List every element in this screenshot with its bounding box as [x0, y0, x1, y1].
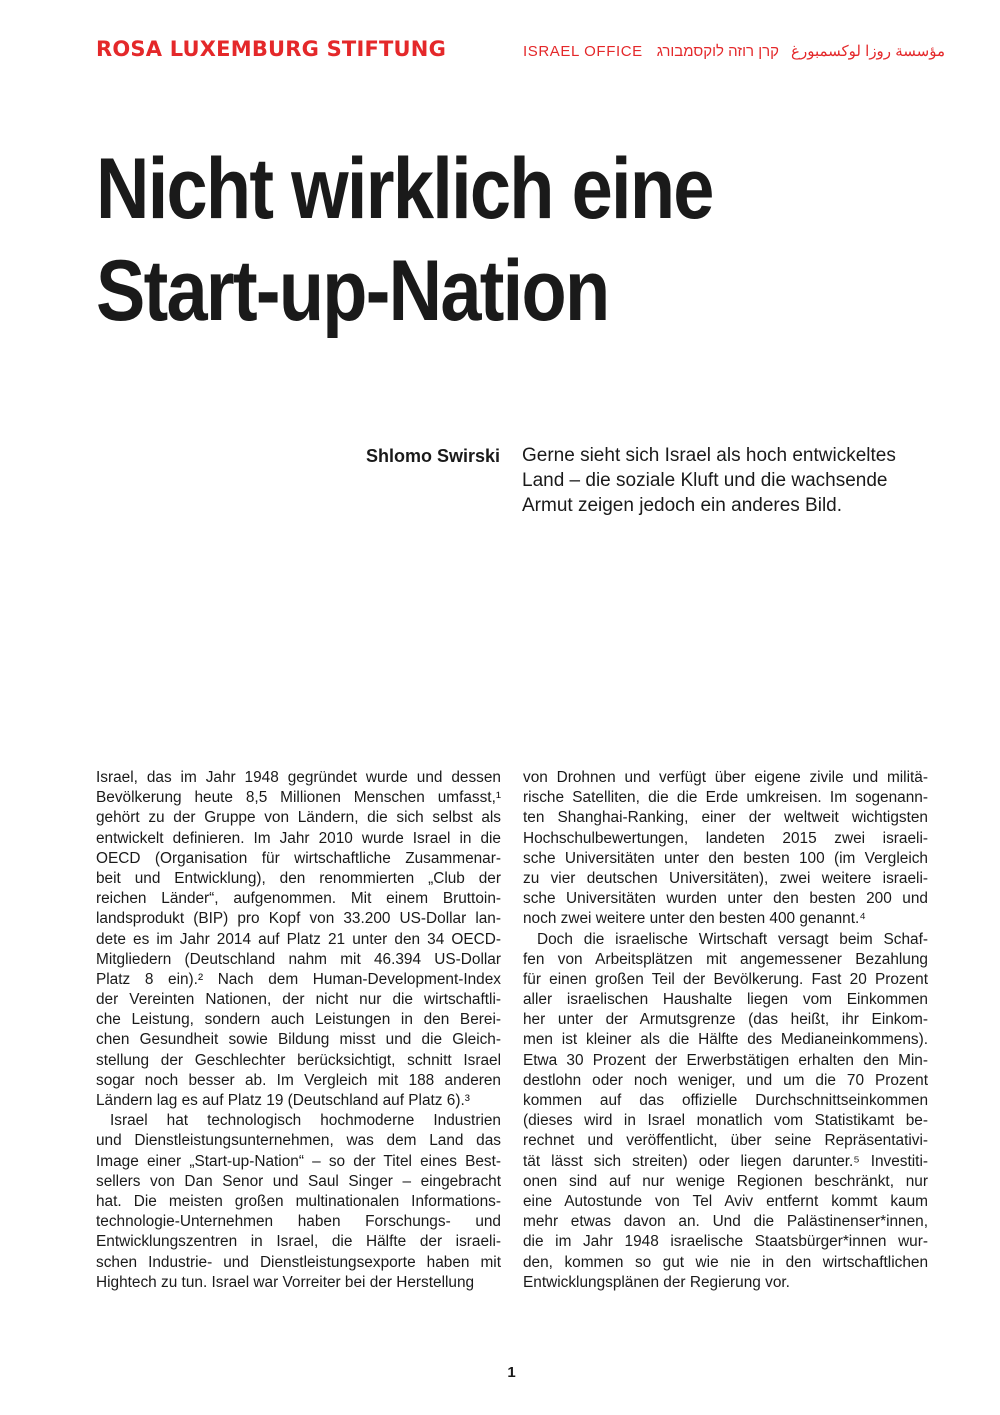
body-line: her unter der Armutsgrenze (das heißt, ihr Einkom- — [523, 1011, 928, 1029]
lead-paragraph — [522, 443, 922, 518]
article-title — [96, 138, 801, 342]
body-line: zu vier deutschen Universitäten), zwei weitere israeli- — [523, 869, 928, 887]
office-label-hebrew: קרן רוזה לוקסמבורג — [656, 43, 779, 60]
body-line: Ländern lag es auf Platz 19 (Deutschland auf Platz 6).³ — [96, 1092, 470, 1109]
title-line-1: Nicht wirklich eine — [96, 141, 713, 237]
body-line: sellers von Dan Senor und Saul Singer – eingebracht — [96, 1172, 501, 1190]
body-line: OECD (Organisation für wirtschaftliche Zusammenar- — [96, 849, 501, 867]
body-line: ten Shanghai-Ranking, einer der weltweit wichtigsten — [523, 809, 928, 827]
body-line: Entwicklungszentren in Israel, die Hälfte der israeli- — [96, 1233, 501, 1251]
body-line: fen von Arbeitsplätzen mit angemessener Bezahlung — [523, 950, 928, 968]
body-line: sogar noch besser ab. Im Vergleich mit 188 anderen — [96, 1071, 501, 1089]
lead-line-2: Land – die soziale Kluft und die wachsende — [522, 470, 888, 491]
body-line: mehr etwas davon an. Und die Palästinenser*innen, — [523, 1213, 928, 1231]
body-line: Hochschulbewertungen, landeten 2015 zwei israeli- — [523, 829, 928, 847]
body-line: eine Autostunde von Tel Aviv entfernt kommt kaum — [523, 1192, 928, 1210]
body-line: die im Jahr 1948 israelische Staatsbürger*innen wur- — [523, 1233, 928, 1251]
body-line: für einen großen Teil der Bevölkerung. Fast 20 Prozent — [523, 970, 928, 988]
body-line: Israel hat technologisch hochmoderne Industrien — [110, 1112, 501, 1130]
office-label-latin: ISRAEL OFFICE — [523, 43, 643, 60]
body-line: Bevölkerung heute 8,5 Millionen Menschen umfasst,¹ — [96, 789, 501, 807]
body-line: Mitgliedern (Deutschland nahm mit 46.394 US-Dollar — [96, 950, 501, 968]
body-line: Platz 8 ein).² Nach dem Human-Development-Index — [96, 970, 501, 988]
body-line: und Dienstleistungsunternehmen, was dem Land das — [96, 1132, 501, 1150]
body-line: den, kommen so gut wie nie in den wirtschaftlichen — [523, 1253, 928, 1271]
body-line: stellung der Geschlechter berücksichtigt, schnitt Israel — [96, 1051, 501, 1069]
body-line: sche Universitäten unter den besten 100 (im Vergleich — [523, 849, 928, 867]
body-line: rische Satelliten, die die Erde umkreisen. Im sogenann- — [523, 789, 928, 807]
body-line: Doch die israelische Wirtschaft versagt beim Schaf- — [537, 930, 928, 948]
body-line: technologie-Unternehmen haben Forschungs- und — [96, 1213, 501, 1231]
office-label-arabic: مؤسسة روزا لوكسمبورغ — [791, 43, 945, 60]
body-line: sche Universitäten wurden unter den besten 200 und — [523, 890, 928, 908]
body-line: rechnet und veröffentlicht, über seine Repräsentativi- — [523, 1132, 928, 1150]
body-line: reichen Länder“, aufgenommen. Mit einem Bruttoin- — [96, 890, 501, 908]
body-line: chen Gesundheit sowie Bildung misst und die Gleich- — [96, 1031, 501, 1049]
page-number: 1 — [507, 1364, 516, 1381]
body-line: von Drohnen und verfügt über eigene zivile und militä- — [523, 769, 928, 786]
body-line: che Leistung, sondern auch Leistungen in den Berei- — [96, 1011, 501, 1029]
office-label — [523, 42, 945, 60]
body-line: Hightech zu tun. Israel war Vorreiter bei der Herstellung — [96, 1273, 475, 1291]
body-line: entwickelt definieren. Im Jahr 2010 wurde Israel in die — [96, 829, 501, 847]
page-header — [96, 37, 945, 67]
body-column-right — [523, 768, 928, 1293]
body-line: noch zwei weitere unter den besten 400 genannt.⁴ — [523, 910, 866, 928]
body-column-left — [96, 768, 501, 1293]
brand-name: ROSA LUXEMBURG STIFTUNG — [96, 37, 447, 61]
body-line: Image einer „Start-up-Nation“ – so der Titel eines Best- — [96, 1152, 501, 1170]
body-line: der Vereinten Nationen, der nicht nur die wirtschaftli- — [96, 991, 501, 1009]
lead-line-1: Gerne sieht sich Israel als hoch entwickeltes — [522, 445, 896, 466]
body-line: destlohn oder noch weniger, und um die 70 Prozent — [523, 1071, 928, 1089]
title-line-2: Start-up-Nation — [96, 243, 609, 339]
body-line: landsprodukt (BIP) pro Kopf von 33.200 US-Dollar lan- — [96, 910, 501, 928]
body-line: gehört zu der Gruppe von Ländern, die sich selbst als — [96, 809, 501, 827]
body-line: men ist kleiner als die Hälfte des Medianeinkommens). — [523, 1031, 928, 1049]
author-name: Shlomo Swirski — [365, 446, 500, 466]
body-line: Israel, das im Jahr 1948 gegründet wurde und dessen — [96, 769, 501, 786]
body-line: hat. Die meisten großen multinationalen Informations- — [96, 1192, 501, 1210]
body-line: (dieses wird in Israel monatlich vom Statistikamt be- — [523, 1112, 928, 1130]
body-line: schen Industrie- und Dienstleistungsexporte haben mit — [96, 1253, 501, 1271]
lead-line-3: Armut zeigen jedoch ein anderes Bild. — [522, 495, 843, 516]
body-line: aller israelischen Haushalte liegen vom Einkommen — [523, 991, 928, 1009]
body-line: onen sind auf nur wenige Regionen beschränkt, nur — [523, 1172, 928, 1190]
body-line: Etwa 30 Prozent der Erwerbstätigen erhalten den Min- — [523, 1051, 928, 1069]
body-line: Entwicklungsplänen der Regierung vor. — [523, 1273, 790, 1291]
body-line: kommen auf das offizielle Durchschnittseinkommen — [523, 1092, 928, 1109]
body-line: dete es im Jahr 2014 auf Platz 21 unter den 34 OECD- — [96, 930, 501, 948]
body-line: tät lässt sich streiten) oder liegen darunter.⁵ Investiti- — [523, 1152, 928, 1170]
body-line: beit und Entwicklung), den renommierten „Club der — [96, 869, 501, 887]
